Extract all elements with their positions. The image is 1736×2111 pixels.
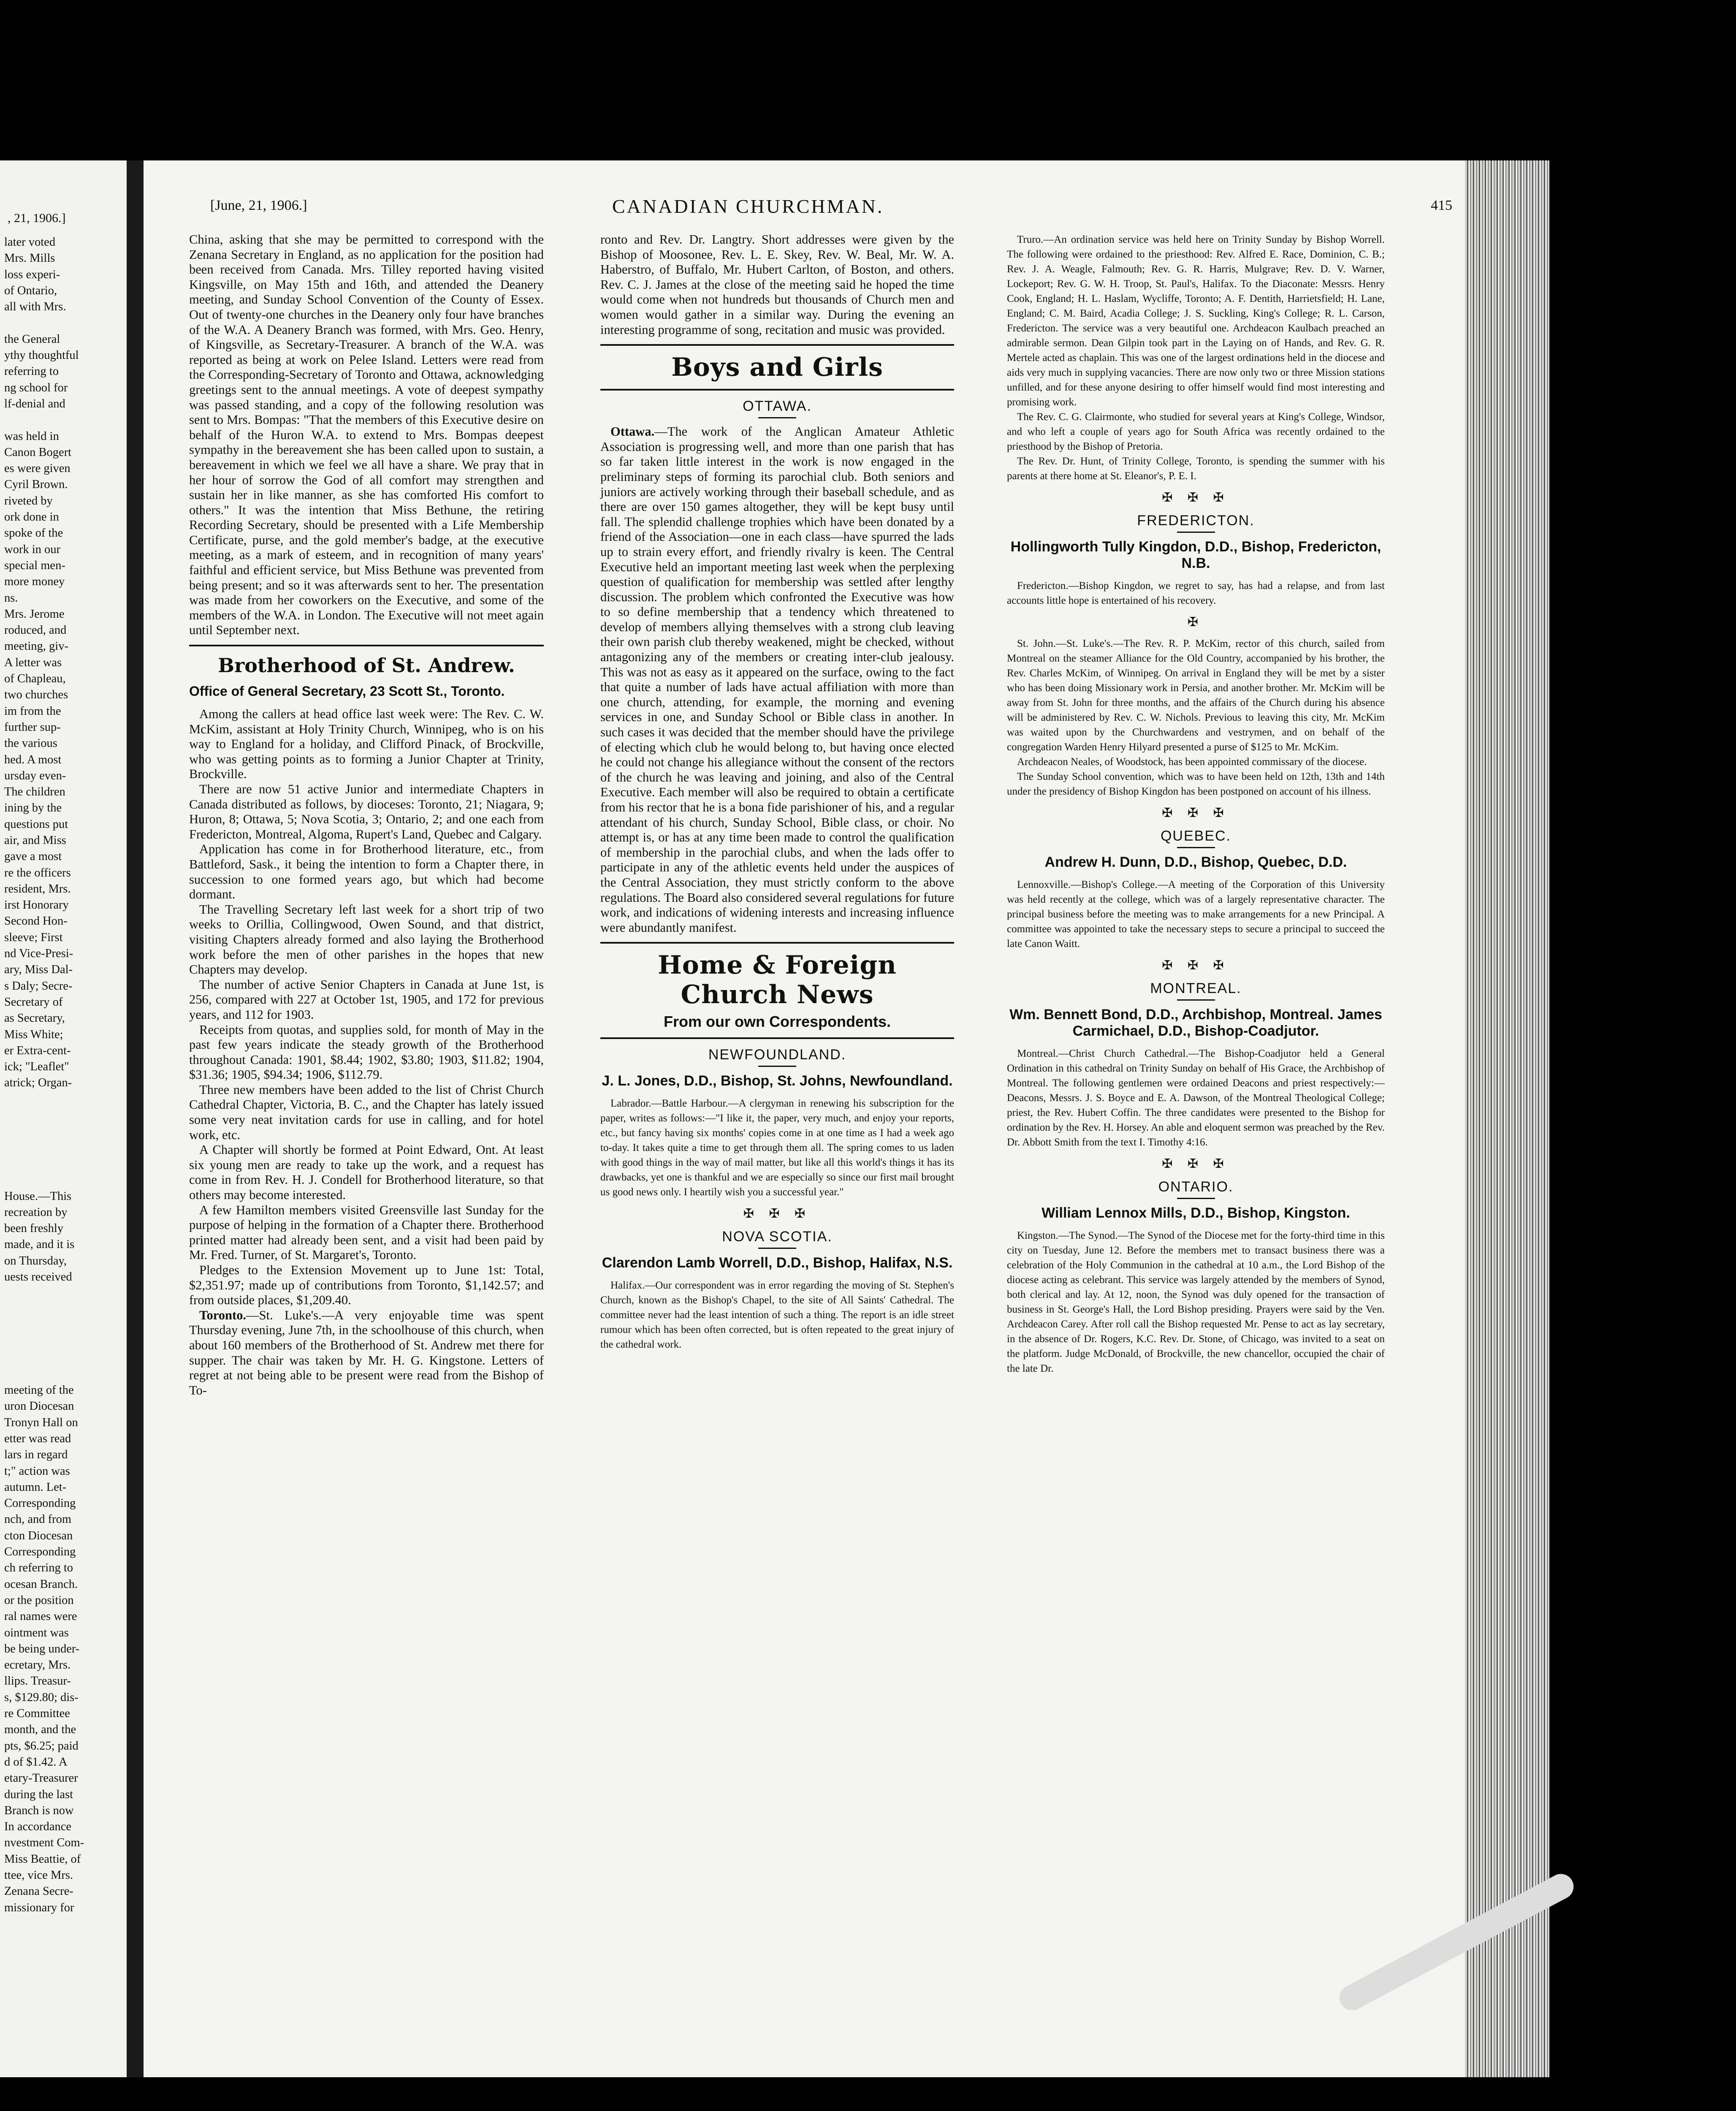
short-rule xyxy=(1177,847,1215,848)
short-rule xyxy=(758,1066,796,1067)
brotherhood-paragraph: Three new members have been added to the list of Christ Church Cathedral Chapter, Victoria, B. C., and the Chapter has lately issued some very neat invitation cards for use in calling, and for hotel work, etc. xyxy=(189,1082,544,1142)
ornament: ✠ xyxy=(1187,615,1204,629)
newfoundland-bishop: J. L. Jones, D.D., Bishop, St. Johns, Newfoundland. xyxy=(602,1073,953,1089)
ontario-heading: ONTARIO. xyxy=(1158,1179,1234,1195)
brotherhood-paragraph: The Travelling Secretary left last week for a short trip of two weeks to Orillia, Collingwood, Owen Sound, and that district, visiting Chapters already formed and also laying the Brotherhood work before the men of other parishes in the hopes that new Chapters may develop. xyxy=(189,902,544,977)
quebec-bishop: Andrew H. Dunn, D.D., Bishop, Quebec, D.D. xyxy=(1044,854,1347,870)
section-rule xyxy=(600,344,954,346)
wa-report-continued: China, asking that she may be permitted to correspond with the Zenana Secretary in England, as no application for the position had been received from Canada. Mrs. Tilley reported having visited Kingsville, on May 15th and 16th, and attended the Deanery meeting, and Sunday School Convention of the County of Essex. Out of twenty-one churches in the Deanery only four have branches of the W.A. A Deanery Branch was formed, with Mrs. Geo. Henry, of Kingsville, as Secretary-Treasurer. A branch of the W.A. was reported as being at work on Pelee Island. Letters were read from the Corresponding-Secretary of Toronto and Ottawa, acknowledging greetings sent to the annual meetings. A vote of deepest sympathy was passed standing, and a copy of the following resolution was sent to Mrs. Bompas: "That the members of this Executive desire on behalf of the Huron W.A. to extend to Mrs. Bompas deepest sympathy in the bereavement she has been called upon to sustain, a bereavement in which we feel we all have a share. We pray that in her hour of sorrow the God of all comfort may strengthen and sustain her in like manner, as she has comforted His comfort to others." It was the intention that Miss Bethune, the retiring Recording Secretary, should be presented with a Life Membership Certificate, purse, and the gold member's badge, at the executive meeting, as a mark of esteem, and in recognition of many years' faithful and efficient service, but Miss Bethune was prevented from being present; and so it was afterwards sent to her. The presentation was made from her coworkers on the Executive, and some of the members of the W.A. in London. The Executive will not meet again until September next. xyxy=(189,232,544,638)
brotherhood-paragraph: The number of active Senior Chapters in Canada at June 1st, is 256, compared with 227 at October 1st, 1905, and 172 for previous years, and 112 for 1903. xyxy=(189,977,544,1022)
previous-page-date: , 21, 1906.] xyxy=(8,211,66,225)
boys-and-girls-heading: Boys and Girls xyxy=(671,353,883,383)
book-gutter xyxy=(127,160,144,2077)
truro-paragraph: Truro.—An ordination service was held here on Trinity Sunday by Bishop Worrell. The following were ordained to the priesthood: Rev. Alfred E. Race, Dominion, C. B.; Rev. J. A. Weagle, Falmouth; Rev. G. R. Harris, Mulgrave; Rev. D. V. Warner, Lockeport; Rev. G. W. H. Troop, St. Paul's, Halifax. To the Diaconate: Messrs. Henry Cook, England; H. L. Haslam, Wycliffe, Toronto; A. F. Dentith, Harrietsfield; H. Lane, England; C. M. Baird, Acadia College; J. S. Suckling, King's College; R. L. Carson, Fredericton. The service was a very beautiful one. Archdeacon Kaulbach preached an admirable sermon. Dean Gilpin took part in the Laying on of Hands, and Rev. G. R. Mertele acted as chaplain. This was one of the largest ordinations held in the diocese and aids very much in supplying vacancies. There are now only two or three Mission stations unfilled, and for these anyone desiring to offer himself would find most interesting and promising work. xyxy=(1007,234,1385,408)
ottawa-text: —The work of the Anglican Amateur Athletic Association is progressing well, and more than one parish that has so far taken little interest in the work is now engaged in the preliminary steps of forming its parochial club. Both seniors and juniors are actively working through their baseball schedule, and as there are over 150 games altogether, they will be kept busy until fall. The splendid challenge trophies which have been donated by a friend of the Association—one in each class—have spurred the lads up to strain every effort, and friendly rivalry is keen. The Central Executive held an important meeting last week when the perplexing question of qualification for membership was settled after lengthy discussion. The problem which confronted the Executive was how to so define membership that a tendency which threatened to develop of members allying themselves with a strong club leaving their own parish club thereby weakened, might be checked, without antagonizing any of the members or creating inter-club jealousy. This was not as easy as it appeared on the surface, owing to the fact that quite a number of lads have actual affiliation with more than one church, attending, for example, the morning and evening services in one, and Sunday School or Bible class in another. In such cases it was decided that the member should have the privilege of electing which club he would belong to, but having once elected he could not change his allegiance without the consent of the rectors of the church he was leaving and joining, and also of the Central Executive. Each member will also be required to obtain a certificate from his rector that he is a bona fide parishioner of his, and a regular attendant of his church, Sunday School, Bible class, or choir. No attempt is, or has at any time been made to control the qualification of membership in the parochial clubs, and when the lads offer to participate in any of the athletic events held under the auspices of the Central Association, they must strictly conform to the above regulations. The Board also considered several regulations for future work, and indications of widening interests and increasing influence were abundantly manifest. xyxy=(600,424,954,935)
quebec-heading: QUEBEC. xyxy=(1160,828,1231,844)
fredericton-paragraph: Fredericton.—Bishop Kingdon, we regret to say, has had a relapse, and from last accounts little hope is entertained of his recovery. xyxy=(1007,580,1385,606)
brotherhood-paragraph: Application has come in for Brotherhood literature, etc., from Battleford, Sask., it being the intention to form a Chapter there, in succession to one formed years ago, but which had become dormant. xyxy=(189,842,544,902)
montreal-paragraph: Montreal.—Christ Church Cathedral.—The Bishop-Coadjutor held a General Ordination in this cathedral on Trinity Sunday on behalf of His Grace, the Archbishop of Montreal. The following gentlemen were ordained Deacons and priest respectively:—Deacons, Messrs. J. S. Boyce and E. A. Dawson, of the Montreal Theological College; priest, the Rev. Hubert Coffin. The three candidates were presented to the Bishop for ordination by the Rev. H. Horsey. An able and eloquent sermon was preached by the Rev. Dr. Abbott Smith from the text I. Timothy 4:16. xyxy=(1007,1048,1385,1148)
masthead-title: CANADIAN CHURCHMAN. xyxy=(612,195,884,217)
clairmonte-paragraph: The Rev. C. G. Clairmonte, who studied for several years at King's College, Windsor, and who left a couple of years ago for South Africa was recently ordained to the priesthood by the Bishop of Pretoria. xyxy=(1007,411,1385,452)
toronto-paragraph xyxy=(189,1308,544,1398)
short-rule xyxy=(758,1248,796,1249)
column-3 xyxy=(1007,232,1385,1376)
ontario-bishop: William Lennox Mills, D.D., Bishop, Kingston. xyxy=(1042,1205,1350,1221)
brotherhood-paragraph: A Chapter will shortly be formed at Point Edward, Ont. At least six young men are ready to take up the work, and a request has come in from Rev. H. J. Condell for Brotherhood literature, so that others may become interested. xyxy=(189,1142,544,1202)
brotherhood-paragraph: Pledges to the Extension Movement up to June 1st: Total, $2,351.97; made up of contributions from Toronto, $1,142.57; and from outside places, $1,209.40. xyxy=(189,1263,544,1308)
ornament: ✠ ✠ ✠ xyxy=(1162,491,1230,505)
section-rule xyxy=(600,942,954,944)
st-john-paragraph: St. John.—St. Luke's.—The Rev. R. P. McKim, rector of this church, sailed from Montreal on the steamer Alliance for the Old Country, accompanied by his brother, the Rev. Charles McKim, of Winnipeg. On arrival in England they will be met by a sister who has been doing Missionary work in Persia, and another brother. Mr. McKim will be away from St. John for three months, and the affairs of the Church during his absence will be administered by Rev. C. W. Nichols. Previous to leaving this city, Mr. McKim was waited upon by the Churchwardens and vestrymen, and on behalf of the congregation Warden Henry Hilyard presented a purse of $125 to Mr. McKim. xyxy=(1007,638,1385,753)
brotherhood-paragraph: A few Hamilton members visited Greensville last Sunday for the purpose of helping in the formation of a Chapter there. Brotherhood printed matter had already been sent, and a visit had been paid by Mr. Fred. Turner, of St. Margaret's, Toronto. xyxy=(189,1202,544,1262)
fredericton-heading: FREDERICTON. xyxy=(1137,513,1255,529)
ottawa-heading: OTTAWA. xyxy=(743,398,812,415)
labrador-paragraph: Labrador.—Battle Harbour.—A clergyman in renewing his subscription for the paper, writes as follows:—"I like it, the paper, very much, and enjoy your reports, etc., but fancy having six months' copies come in at one time as I had a week ago to-day. It takes quite a time to get through them all. The spring comes to us laden with good things in the way of mail matter, but like all this world's things it has its drawbacks, yet one is thankful and we are especially so since our first mail brought us good news only. I heartily wish you a successful year." xyxy=(600,1098,954,1198)
toronto-text: —St. Luke's.—A very enjoyable time was spent Thursday evening, June 7th, in the schoolhouse of this church, when about 160 members of the Brotherhood of St. Andrew met there for supper. The chair was taken by Mr. H. G. Kingstone. Letters of regret at not being able to be present were read from the Bishop of To- xyxy=(189,1308,544,1397)
ornament: ✠ ✠ ✠ xyxy=(1162,1157,1230,1171)
neales-paragraph: Archdeacon Neales, of Woodstock, has been appointed commissary of the diocese. xyxy=(1017,756,1367,768)
section-rule xyxy=(189,645,544,646)
short-rule xyxy=(1177,532,1215,533)
header-date: [June, 21, 1906.] xyxy=(210,198,307,213)
lennoxville-paragraph: Lennoxville.—Bishop's College.—A meeting of the Corporation of this University was held recently at the college, which was of a largely representative character. The principal business before the meeting was to make arrangements for a new Principal. A committee was appointed to take the necessary steps to secure a principal to succeed the late Canon Waitt. xyxy=(1007,879,1385,950)
short-rule xyxy=(1177,999,1215,1001)
montreal-heading: MONTREAL. xyxy=(1150,980,1242,996)
kingston-paragraph: Kingston.—The Synod.—The Synod of the Diocese met for the forty-third time in this city on Tuesday, June 12. Before the members met to transact business there was a celebration of the Holy Communion in the cathedral at 10 a.m., the Lord Bishop of the diocese acting as celebrant. This service was largely attended by the members of Synod, both clerical and lay. At 12, noon, the Synod was duly opened for the transaction of business in St. George's Hall, the Lord Bishop presiding. Prayers were said by the Ven. Archdeacon Carey. After roll call the Bishop requested Mr. Pense to act as lay secretary, in the absence of Dr. Rogers, K.C. Rev. Dr. Stone, of Chicago, was invited to a seat on the platform. Judge McDonald, of Brockville, the new chancellor, occupied the chair of the late Dr. xyxy=(1007,1230,1385,1374)
montreal-bishop: Wm. Bennett Bond, D.D., Archbishop, Montreal. James Carmichael, D.D., Bishop-Coadjutor. xyxy=(1009,1007,1382,1039)
newspaper-page xyxy=(144,160,1465,2077)
newfoundland-heading: NEWFOUNDLAND. xyxy=(708,1047,846,1063)
toronto-lead: Toronto. xyxy=(199,1308,247,1322)
section-rule xyxy=(600,389,954,391)
ornament: ✠ ✠ ✠ xyxy=(1162,958,1230,972)
brotherhood-paragraph: Receipts from quotas, and supplies sold, for month of May in the past few years indicate the steady growth of the Brotherhood throughout Canada: 1901, $8.44; 1902, $3.80; 1903, $11.82; 1904, $31.36; 1905, $94.34; 1906, $112.79. xyxy=(189,1022,544,1082)
column-1 xyxy=(189,232,544,1398)
brotherhood-heading: Brotherhood of St. Andrew. xyxy=(218,654,515,677)
hunt-paragraph: The Rev. Dr. Hunt, of Trinity College, Toronto, is spending the summer with his parents at there home at St. Eleanor's, P. E. I. xyxy=(1007,456,1385,482)
toronto-continued: ronto and Rev. Dr. Langtry. Short addresses were given by the Bishop of Moosonee, Rev. L. E. Skey, Rev. W. Beal, Mr. W. A. Haberstro, of Buffalo, Mr. Hubert Carlton, of Boston, and others. Rev. C. J. James at the close of the meeting said he hoped the time would come when not hundreds but thousands of Church men and women would gather in a similar way. During the evening an interesting programme of song, recitation and music was provided. xyxy=(600,232,954,337)
home-foreign-heading: Home & Foreign Church News xyxy=(658,950,897,1010)
sunday-school-paragraph: The Sunday School convention, which was to have been held on 12th, 13th and 14th under the presidency of Bishop Kingdon has been postponed on account of his illness. xyxy=(1007,771,1385,797)
nova-scotia-bishop: Clarendon Lamb Worrell, D.D., Bishop, Halifax, N.S. xyxy=(602,1255,953,1271)
correspondents-subheading: From our own Correspondents. xyxy=(663,1013,891,1031)
brotherhood-paragraph: There are now 51 active Junior and intermediate Chapters in Canada distributed as follows, by dioceses: Toronto, 21; Niagara, 9; Huron, 8; Ottawa, 5; Nova Scotia, 3; Ontario, 2; and one each from Fredericton, Montreal, Algoma, Rupert's Land, Quebec and Calgary. xyxy=(189,782,544,841)
previous-page-text: later voted Mrs. Mills loss experi- of Ontario, all with Mrs. the General ythy thoughtful referring to ng school for lf-denial and was held in Canon Bogert es were given Cyril Brown. riveted by ork done in spoke of the work in our special men- more money ns. Mrs. Jerome roduced, and meeting, giv- A letter was of Chapleau, two churches im from the further sup- the various hed. A most ursday even- The children ining by the questions put air, and Miss gave a most re the officers resident, Mrs. irst Honorary Second Hon- sleeve; First nd Vice-Presi- ary, Miss Dal- s Daly; Secre- Secretary of as Secretary, Miss White; er Extra-cent- ick; "Leaflet" atrick; Organ- House.—This recreation by been freshly made, and it is on Thursday, uests received meeting of the uron Diocesan Tronyn Hall on etter was read lars in regard t;" action was autumn. Let- Corresponding nch, and from cton Diocesan Corresponding ch referring to ocesan Branch. or the position ral names were ointment was be being under- ecretary, Mrs. llips. Treasur- s, $129.80; dis- re Committee month, and the pts, $6.25; paid d of $1.42. A etary-Treasurer during the last Branch is now In accordance nvestment Com- Miss Beattie, of ttee, vice Mrs. Zenana Secre- missionary for xyxy=(4,236,84,1914)
ornament: ✠ ✠ ✠ xyxy=(743,1207,811,1221)
short-rule xyxy=(1177,1198,1215,1199)
ornament: ✠ ✠ ✠ xyxy=(1162,806,1230,820)
previous-page-fragment xyxy=(0,160,127,2077)
page-edges xyxy=(1465,160,1549,2077)
column-2 xyxy=(600,232,954,1352)
page-header xyxy=(144,195,1465,223)
section-rule xyxy=(600,1037,954,1039)
fredericton-bishop: Hollingworth Tully Kingdon, D.D., Bishop, Fredericton, N.B. xyxy=(1010,539,1381,571)
page-number: 415 xyxy=(1431,198,1452,213)
ottawa-paragraph xyxy=(600,424,954,935)
brotherhood-paragraph: Among the callers at head office last week were: The Rev. C. W. McKim, assistant at Holy Trinity Church, Winnipeg, who is on his way to England for a holiday, and Clifford Pinack, of Brockville, who was getting points as to forming a Junior Chapter at Trinity, Brockville. xyxy=(189,707,544,781)
office-address: Office of General Secretary, 23 Scott St., Toronto. xyxy=(189,684,505,699)
ottawa-lead: Ottawa. xyxy=(610,424,655,439)
nova-scotia-heading: NOVA SCOTIA. xyxy=(722,1229,833,1245)
halifax-paragraph: Halifax.—Our correspondent was in error regarding the moving of St. Stephen's Church, known as the Bishop's Chapel, to the site of All Saints' Cathedral. The committee never had the least intention of such a thing. The report is an idle street rumour which has been often corrected, but is often repeated to the great injury of the cathedral work. xyxy=(600,1280,954,1351)
short-rule xyxy=(758,417,796,418)
